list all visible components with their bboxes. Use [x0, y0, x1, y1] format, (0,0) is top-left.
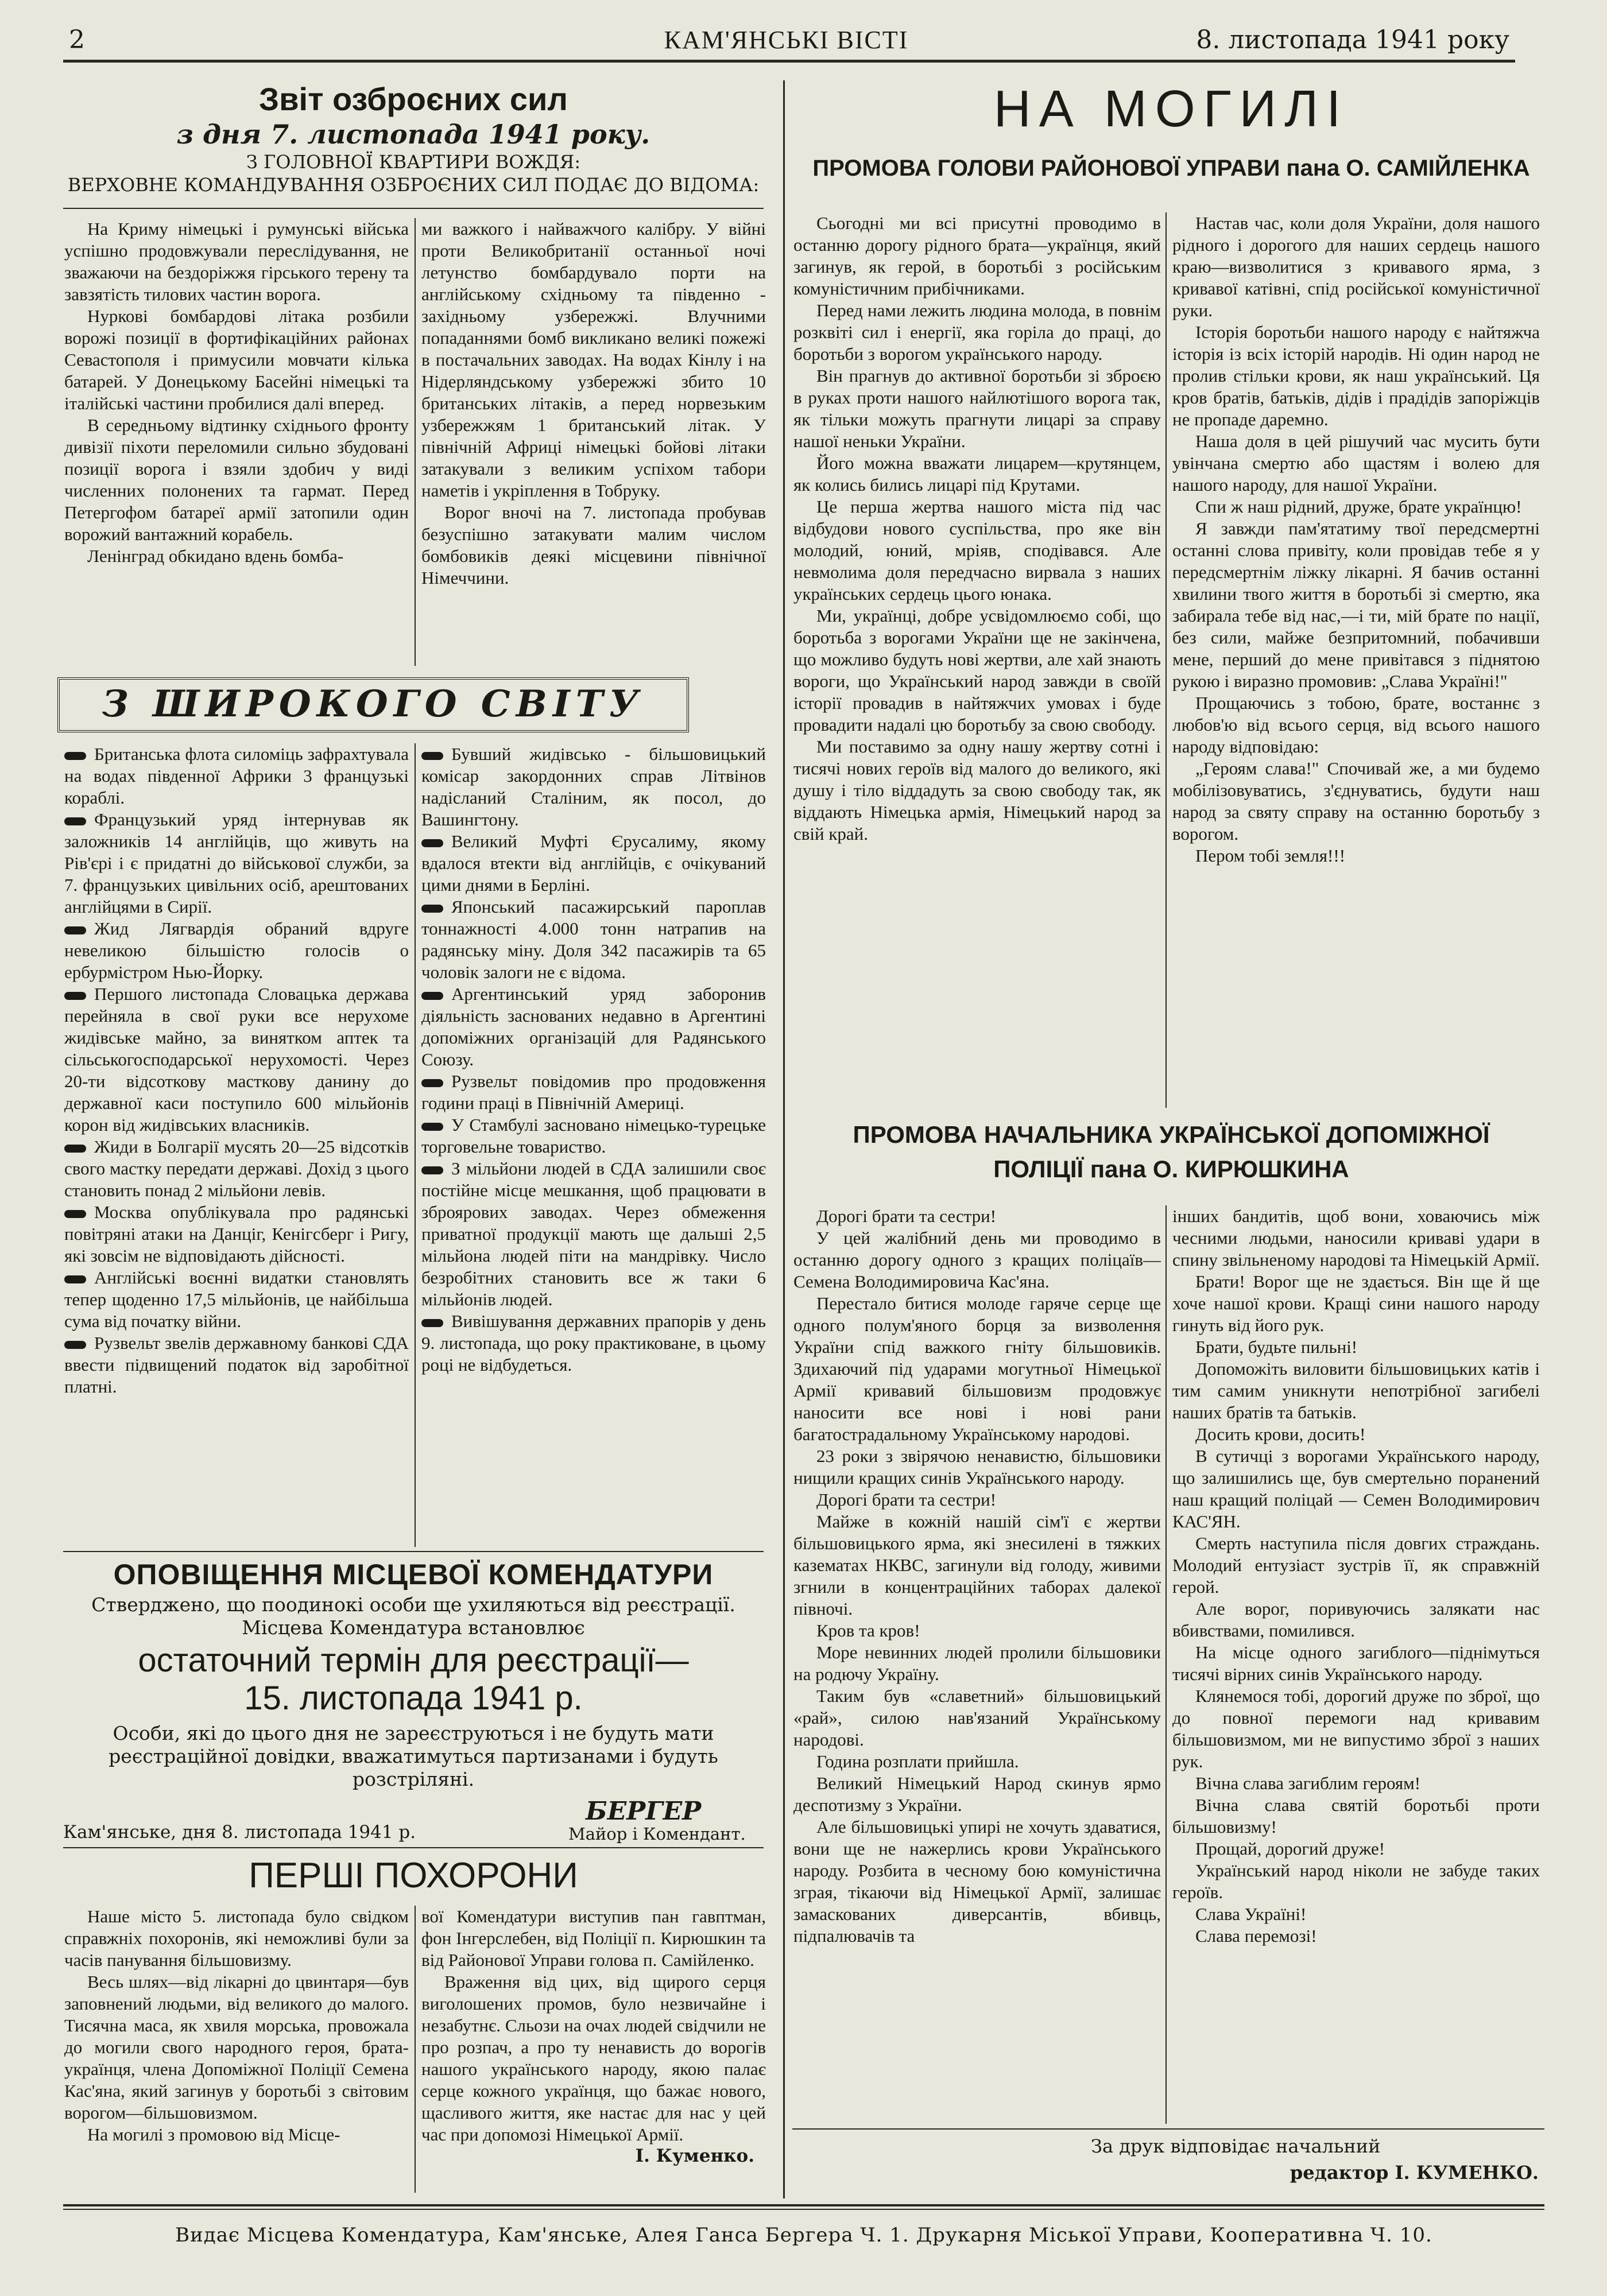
speech2-paragraph: Слава перемозі!: [1195, 1926, 1317, 1946]
speech2-paragraph: Клянемося тобі, дорогий друже по зброї, що до повної перемоги над кривавим більшовизмом, ми не випустимо зброї з наших рук.: [1172, 1686, 1540, 1771]
report-header: [57, 80, 769, 196]
bullet-icon: [64, 751, 88, 761]
report-divider: [415, 218, 416, 666]
notice-block: [57, 1556, 769, 1854]
grave-title: НА МОГИЛІ: [993, 80, 1349, 138]
report-source: З ГОЛОВНОЇ КВАРТИРИ ВОЖДЯ:: [246, 151, 581, 173]
speech2-paragraph: Прощай, дорогий друже!: [1195, 1839, 1385, 1859]
speech2-paragraph: Слава Україні!: [1195, 1904, 1307, 1924]
bullet-icon: [421, 751, 446, 761]
speech2-paragraph: Смерть наступила після довгих страждань. Молодий ентузіаст зустрів її, як справжній герой.: [1172, 1533, 1540, 1597]
bullet-icon: [421, 1165, 446, 1176]
speech2-paragraph: 23 роки з звірячою ненавистю, більшовики нищили кращих синів Українського народу.: [793, 1446, 1161, 1488]
world-item: Аргентинський уряд заборонив діяльність заснованих недавно в Аргентині допоміжних організацій для Радянського Союзу.: [421, 984, 766, 1069]
speech2-paragraph: Допоможіть виловити більшовицьких катів і тим самим уникнути непотрібної загибелі наших братів та батьків.: [1172, 1359, 1540, 1422]
notice-deadline-line2: 15. листопада 1941 р.: [244, 1680, 583, 1717]
speech2-paragraph: Перестало битися молоде гаряче серце ще одного полум'яного борця за визволення України спід важкого гніту більшовиків. Здихаючий під ударами могутньої Німецької Армії кривавий більшовизм продовжує наносити все нові і нові рани багатострадальному Українському народові.: [793, 1293, 1161, 1444]
header-rule: [63, 60, 1515, 63]
report-column-1: [64, 218, 409, 672]
newspaper-name: КАМ'ЯНСЬКІ ВІСТІ: [664, 26, 909, 54]
speech2-paragraph: Таким був «славетний» більшовицький «рай», силою нав'язаний Українському народові.: [793, 1686, 1161, 1750]
speech1-paragraph: Наша доля в цей рішучий час мусить бути увінчана смертю або щастям і волею для нашого народу, для нашої України.: [1172, 431, 1540, 495]
speech2-paragraph: Дорогі брати та сестри!: [816, 1206, 997, 1226]
speech1-paragraph: „Героям слава!" Спочивай же, а ми будемо мобілізовуватись, з'єднуватись, будути наш народ за святу справу на останню боротьбу з ворогом.: [1172, 758, 1540, 844]
speech2-paragraph: Дорогі брати та сестри!: [816, 1490, 997, 1510]
column-divider: [783, 80, 785, 2198]
editor-line-1: За друк відповідає начальний: [1091, 2135, 1381, 2157]
world-item: Англійські воєнні видатки становлять тепер щоденно 17,5 мільйонів, це найбільша сума від початку війни.: [64, 1267, 409, 1331]
footer-rule: [63, 2204, 1544, 2206]
notice-title: ОПОВІЩЕННЯ МІСЦЕВОЇ КОМЕНДАТУРИ: [113, 1558, 714, 1591]
world-item: Рузвельт звелів державному банкові СДА ввести підвищений податок від заробітної платні.: [64, 1333, 409, 1397]
world-divider: [415, 743, 416, 1547]
page-header: [63, 22, 1509, 59]
world-item: Рузвельт повідомив про продовження години праці в Північній Америці.: [421, 1071, 766, 1113]
world-item: Великий Муфті Єрусалиму, якому вдалося втекти від англійців, є очікуваний цими днями в Берліні.: [421, 831, 766, 895]
world-title: З ШИРОКОГО СВІТУ: [102, 682, 645, 726]
bullet-icon: [64, 1143, 88, 1154]
bullet-icon: [64, 991, 88, 1001]
funeral-column-2: [421, 1906, 766, 2198]
funeral-paragraph: На могилі з промовою від Місце-: [87, 2124, 340, 2144]
bullet-icon: [64, 816, 88, 827]
speech2-column-1: [793, 1205, 1161, 2124]
speech2-paragraph: Але більшовицькі упирі не хочуть здаватися, вони ще не нажерлись крови Українського народу. Розбита в чесному бою комуністична зграя, тікаючи від Німецької Армії, залишає замаскованих диверсантів, вбивць, підпалювачів та: [793, 1817, 1161, 1946]
speech2-paragraph: У цей жалібний день ми проводимо в останню дорогу одного з кращих поліцаїв—Семена Володимировича Кас'яна.: [793, 1228, 1161, 1292]
speech1-column-2: [1172, 212, 1540, 1108]
report-paragraph: На Криму німецькі і румунські війська успішно продовжували переслідування, не зважаючи на бездоріжжя гірського терену та завзятість тилових частин ворога.: [64, 219, 409, 304]
speech2-paragraph: Досить крови, досить!: [1195, 1424, 1366, 1444]
bullet-icon: [64, 1340, 88, 1350]
funeral-divider: [415, 1906, 416, 2193]
report-title: Звіт озброєних сил: [259, 81, 568, 117]
bullet-icon: [421, 1078, 446, 1088]
report-column-2: [421, 218, 766, 672]
footer-rule-thin: [63, 2209, 1544, 2210]
world-item: Японський пасажирський пароплав тоннажності 4.000 тонн натрапив на радянську міну. Доля 342 пасажирів та 65 чоловік залоги не є відома.: [421, 897, 766, 982]
report-paragraph: ми важкого і найважчого калібру. У війні проти Великобританії останньої ночі летунство бомбардувало порти на англійському східньому та південно - західньому узбережжі. Влучними попаданнями бомб викликано великі пожежі в постачальних заводах. На водах Кінлу і на Нідерляндському узбережжі збито 10 британських літаків, а перед норвезьким узбережжям 1 британський літак. У північній Африці німецькі бойові літаки затакували з великим успіхом табори наметів і укріплення в Тобруку.: [421, 219, 766, 501]
speech1-paragraph: Ми поставимо за одну нашу жертву сотні і тисячі нових героїв від малого до великого, які душу і тіло віддадуть за свою свободу так, як віддають Німецька армія, Німецький народ за свій край.: [793, 736, 1161, 844]
world-item: Жид Лягвардія обраний вдруге невеликою більшістю голосів о ербурмістром Нью-Йорку.: [64, 918, 409, 982]
speech1-paragraph: Його можна вважати лицарем—крутянцем, як колись бились лицарі під Крутами.: [793, 453, 1161, 495]
page-number: 2: [69, 25, 85, 55]
world-item: Першого листопада Словацька держава перейняла в свої руки все нерухоме жидівське майно, за винятком аптек та сільськогосподарської нерухомості. Через 20-ти відсоткову масткову данину до державної каси поступило 600 мільйонів корон від жидівських власників.: [64, 984, 409, 1135]
speech1-paragraph: Спи ж наш рідний, друже, брате українцю!: [1195, 497, 1522, 517]
speech2-paragraph: Кров та кров!: [816, 1620, 920, 1640]
report-subtitle: з дня 7. листопада 1941 року.: [176, 119, 650, 150]
bullet-icon: [64, 1274, 88, 1285]
speech1-paragraph: Історія боротьби нашого народу є найтяжча історія із всіх історій народів. Ні один народ не пролив стільки крови, як наш український. Ця кров братів, батьків, дідів і прадідів запоріжців не пропаде даремно.: [1172, 322, 1540, 429]
bullet-icon: [421, 1122, 446, 1132]
speech2-paragraph: Український народ ніколи не забуде таких героїв.: [1172, 1860, 1540, 1902]
report-paragraph: Ворог вночі на 7. листопада пробував безуспішно затакувати малим числом бомбовиків деякі місцевини північної Німеччини.: [421, 502, 766, 588]
world-bottom-rule: [63, 1551, 764, 1552]
world-column-2: [421, 743, 766, 1550]
speech2-title-line2: ПОЛІЦІЇ пана О. КИРЮШКИНА: [993, 1155, 1349, 1182]
notice-signer: БЕРГЕР: [586, 1797, 702, 1826]
speech1-paragraph: Сьогодні ми всі присутні проводимо в останню дорогу рідного брата—українця, який загинув, як герой, в боротьбі з російським комуністичним прибічниками.: [793, 213, 1161, 298]
report-paragraph: Ленінград обкидано вдень бомба-: [87, 546, 344, 566]
world-item: Французький уряд інтернував як заложників 14 англійців, що живуть на Рів'єрі і є придатні до військової служби, за 7. французьких цивільних осіб, арештованих англійцями в Сирії.: [64, 809, 409, 917]
bullet-icon: [64, 1209, 88, 1219]
speech1-paragraph: Перед нами лежить людина молода, в повнім розквіті сил і енергії, яка горіла до праці, до боротьби з ворогом українського народу.: [793, 300, 1161, 364]
world-item: Москва опублікувала про радянські повітряні атаки на Данціг, Кенігсберг і Ригу, які зовсім не відповідають дійсності.: [64, 1202, 409, 1266]
speech2-paragraph: На місце одного загиблого—піднімуться тисячі вірних синів Українського народу.: [1172, 1642, 1540, 1684]
speech2-paragraph: Але ворог, поривуючись залякати нас вбивствами, помилився.: [1172, 1599, 1540, 1640]
world-item: У Стамбулі засновано німецько-турецьке торговельне товариство.: [421, 1115, 766, 1157]
speech2-column-2: [1172, 1205, 1540, 2124]
world-item: Бувший жидівсько - більшовицький комісар закордонних справ Літвінов надісланий Сталіним, як посол, до Вашингтону.: [421, 744, 766, 829]
speech1-column-1: [793, 212, 1161, 1079]
editor-line-2: редактор І. КУМЕНКО.: [1290, 2162, 1539, 2183]
speech2-paragraph: Вічна слава святій боротьбі проти більшовизму!: [1172, 1795, 1540, 1837]
funeral-paragraph: Враження від цих, від щирого серця виголошених промов, було незвичайне і незабутнє. Сльози на очах людей свідчили не про розпач, а про ту ненависть до ворогів нашого українського народу, якою палає серце кожного українця, що бажає нового, щасливого життя, яке настає для нас у цей час при допомозі Німецької Армії.: [421, 1972, 766, 2144]
speech1-divider: [1165, 212, 1167, 1108]
funeral-paragraph: Наше місто 5. листопада було свідком справжніх похоронів, які неможливі були за часів панування більшовизму.: [64, 1906, 409, 1970]
speech1-paragraph: Ми, українці, добре усвідомлюємо собі, що боротьба з ворогами України ще не закінчена, що можливо будуть нові жертви, але хай знають вороги, що Український народ завжди в своїй історії провадив в найтяжчих умовах і буде провадити надалі цю боротьбу за свою свободу.: [793, 606, 1161, 735]
funeral-title: ПЕРШІ ПОХОРОНИ: [249, 1856, 578, 1895]
speech2-paragraph: Майже в кожній нашій сім'ї є жертви більшовицького ярма, які знесилені в тяжких казематах НКВС, загинули від голоду, живими згнили в концентраційних таборах далекої півночі.: [793, 1511, 1161, 1619]
speech1-paragraph: Він прагнув до активної боротьби зі зброєю в руках проти нашого найлютішого ворога так, як тільки можуть прагнути лицарі за справу нашої неньки України.: [793, 366, 1161, 451]
report-rule: [63, 208, 764, 209]
world-column-1: [64, 743, 409, 1550]
speech2-paragraph: Море невинних людей пролили більшовики на родючу Україну.: [793, 1642, 1161, 1684]
report-intro: ВЕРХОВНЕ КОМАНДУВАННЯ ОЗБРОЄНИХ СИЛ ПОДАЄ ДО ВІДОМА:: [67, 174, 760, 196]
speech1-paragraph: Я завжди пам'ятатиму твої передсмертні останні слова привіту, коли провідав тебе я у передсмертнім ліжку лікарні. Я бачив останні хвилини твого життя в боротьбі зі смертю, яка забирала тебе від нас,—і ти, мій брате по нації, без сили, майже безпритомний, побачивши мене, перший до мене привітався з піднятою рукою і виразно промовив: „Слава Україні!": [1172, 518, 1540, 691]
speech2-paragraph: Брати! Ворог ще не здається. Він ще й ще хоче нашої крови. Кращі сини нашого народу гинуть від його рук.: [1172, 1271, 1540, 1335]
speech2-divider: [1165, 1205, 1167, 2124]
bullet-icon: [64, 925, 88, 936]
speech2-paragraph: Година розплати прийшла.: [816, 1751, 1019, 1771]
editor-block: [1091, 2133, 1539, 2186]
world-title-box: [57, 677, 689, 732]
notice-bottom-rule: [63, 1847, 764, 1848]
editor-rule: [792, 2128, 1544, 2130]
notice-warning: Особи, які до цього дня не зареєструються і не будуть мати реєстраційної довідки, вважатимуться партизанами і будуть розстріляні.: [109, 1722, 718, 1790]
speech2-paragraph: Вічна слава загиблим героям!: [1195, 1773, 1421, 1793]
issue-date: 8. листопада 1941 року: [1196, 25, 1509, 55]
notice-place-date: Кам'янське, дня 8. листопада 1941 р.: [63, 1822, 416, 1843]
speech1-title: ПРОМОВА ГОЛОВИ РАЙОНОВОЇ УПРАВИ пана О. САМІЙЛЕНКА: [812, 156, 1530, 181]
speech2-title-line1: ПРОМОВА НАЧАЛЬНИКА УКРАЇНСЬКОЇ ДОПОМІЖНОЇ: [853, 1121, 1490, 1148]
bullet-icon: [421, 1318, 446, 1328]
speech1-paragraph: Це перша жертва нашого міста під час відбудови нового суспільства, про яке він молодий, юний, мріяв, сподівався. Але невмолима доля передчасно вирвала з наших українських сердець цього юнака.: [793, 497, 1161, 604]
speech1-paragraph: Прощаючись з тобою, брате, востаннє з любов'ю від всього серця, від всього нашого народу відповідаю:: [1172, 693, 1540, 757]
speech2-paragraph: інших бандитів, щоб вони, ховаючись між чесними людьми, наносили криваві удари в спину звільненому народові та Німецькій Армії.: [1172, 1206, 1540, 1270]
bullet-icon: [421, 903, 446, 914]
speech2-paragraph: Брати, будьте пильні!: [1195, 1337, 1358, 1357]
world-item: Британська флота силоміць зафрахтувала на водах південної Африки 3 французькі кораблі.: [64, 744, 409, 808]
notice-deadline-line1: остаточний термін для реєстрації—: [138, 1642, 689, 1679]
world-item: Жиди в Болгарії мусять 20—25 відсотків свого мастку передати державі. Дохід з цього становить понад 2 мільйони левів.: [64, 1137, 409, 1200]
notice-signer-title: Майор і Комендант.: [568, 1824, 746, 1844]
world-item: Вивішування державних прапорів у день 9. листопада, що року практиковане, в цьому році не відбудеться.: [421, 1311, 766, 1375]
bullet-icon: [421, 991, 446, 1001]
world-item: З мільйони людей в СДА залишили своє постійне місце мешкання, щоб працювати в зброярових заводах. Через обмеження приватної продукції мають ще дальші 2,5 мільйона людей піти на мандрівку. Число безробітних становить все ж таки 6 мільйонів людей.: [421, 1158, 766, 1309]
bullet-icon: [421, 838, 446, 848]
funeral-author: І. Куменко.: [635, 2146, 754, 2166]
speech2-paragraph: Великий Німецький Народ скинув ярмо деспотизму з України.: [793, 1773, 1161, 1815]
report-paragraph: В середньому відтинку східнього фронту дивізії піхоти переломили сильно збудовані позиції ворога і взяли здобич у виді численних полонених та гармат. Перед Петергофом батареї армії затопили один ворожий вантажний корабель.: [64, 415, 409, 544]
funeral-paragraph: Весь шлях—від лікарні до цвинтаря—був заповнений людьми, від великого до малого. Тисячна маса, як хвиля морська, провожала до могили свого народного героя, брата-українця, члена Допоміжної Поліції Семена Кас'яна, який загинув у боротьбі з світовим ворогом—більшовизмом.: [64, 1972, 409, 2123]
speech2-paragraph: В сутичці з ворогами Українського народу, що залишились ще, був смертельно поранений наш кращий поліцай — Семен Володимирович КАС'ЯН.: [1172, 1446, 1540, 1531]
funeral-paragraph: вої Комендатури виступив пан гавптман, фон Інгерслебен, від Поліції п. Кирюшкин та від Районової Управи голова п. Самійленко.: [421, 1906, 766, 1970]
notice-text: Стверджено, що поодинокі особи ще ухиляються від реєстрації. Місцева Комендатура встановлює: [91, 1593, 735, 1639]
speech1-paragraph: Пером тобі земля!!!: [1195, 846, 1346, 866]
speech1-paragraph: Настав час, коли доля України, доля нашого рідного і дорогого для наших сердець нашого краю—визволитися з кривавого ярма, з кривавої катівні, спід російської комуністичної руки.: [1172, 213, 1540, 320]
footer-imprint: Видає Місцева Комендатура, Кам'янське, Алея Ганса Бергера Ч. 1. Друкарня Міської Управи, Кооперативна Ч. 10.: [175, 2224, 1432, 2247]
funeral-column-1: [64, 1906, 409, 2198]
report-paragraph: Нуркові бомбардові літака розбили ворожі позиції в фортифікаційних районах Севастополя і примусили мовчати кілька батарей. У Донецькому Басейні німецькі та італійські частини пробилися далі вперед.: [64, 306, 409, 413]
